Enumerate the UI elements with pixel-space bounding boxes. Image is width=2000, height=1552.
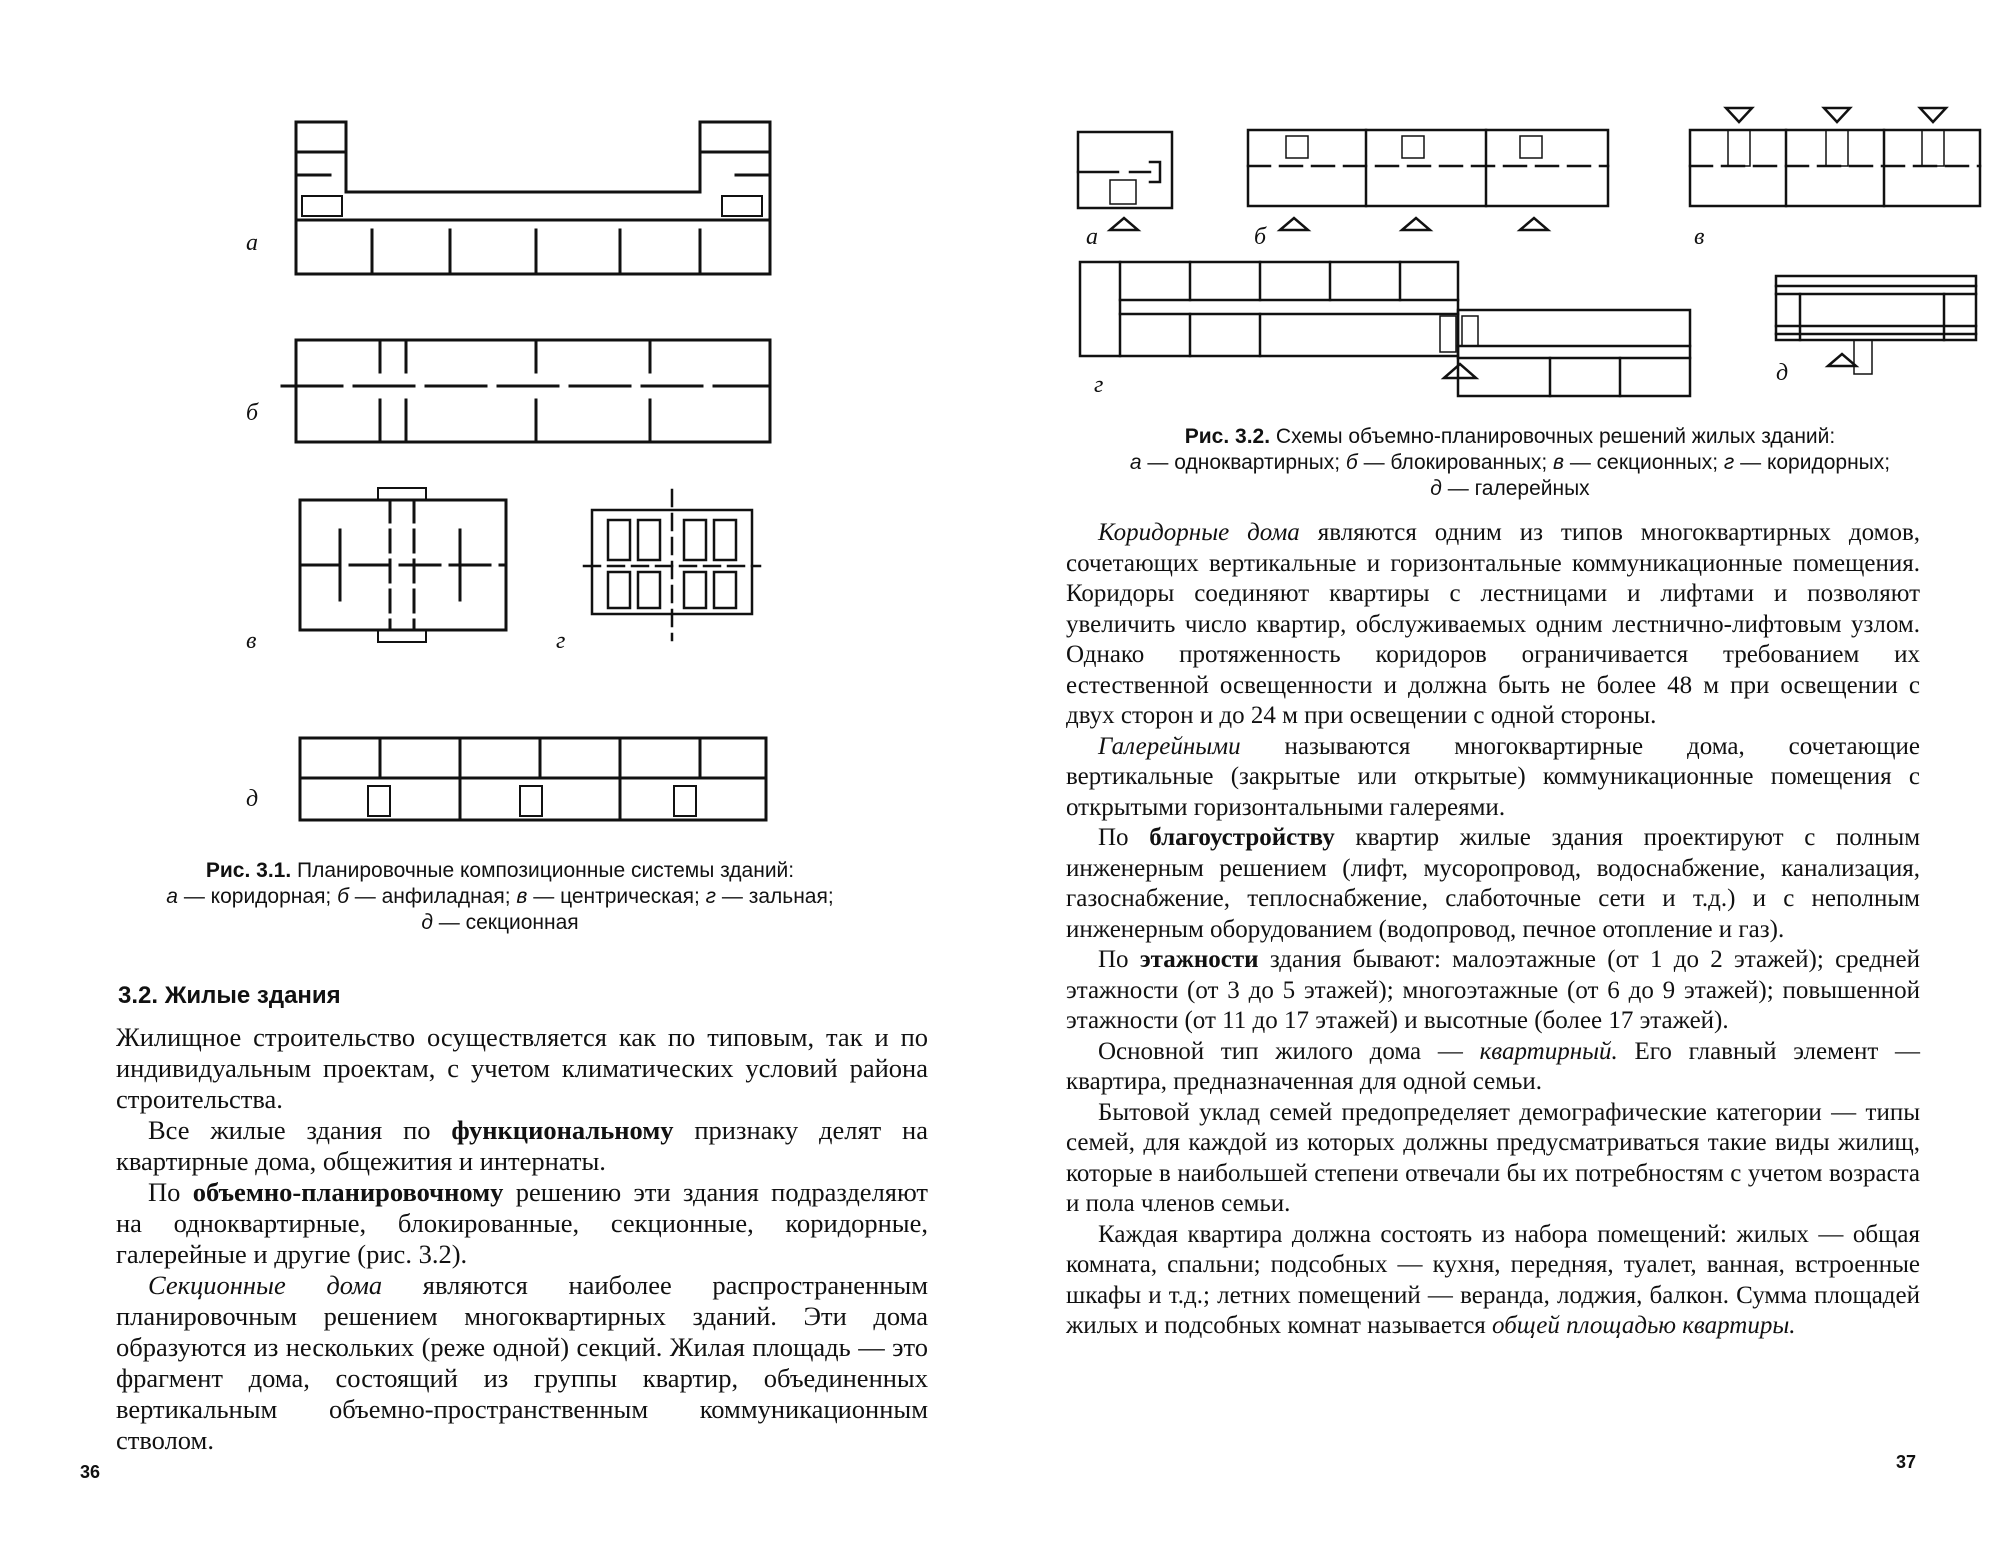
caption2-b-val: — блокированных; [1363, 451, 1548, 474]
left-paragraph-3: По объемно-планировочному решению эти здания подразделяют на одноквартирные, блокированные, секционные, коридорные, галерейные и другие (рис. 3.2). [116, 1177, 929, 1269]
right-paragraph-5: Основной тип жилого дома — квартирный. Его главный элемент — квартира, предназначенная для одной семьи. [1066, 1037, 1921, 1095]
page-number-left: 36 [80, 1462, 101, 1482]
label-g-2: г [1094, 372, 1104, 398]
figure-3-1-caption [130, 858, 870, 936]
caption-g-key: г [705, 885, 717, 908]
label-d-2: д [1776, 360, 1789, 386]
figure-3-1 [0, 0, 1000, 860]
caption-a-val: — коридорная; [183, 885, 332, 908]
right-paragraph-6: Бытовой уклад семей предопределяет демографические категории — типы семей, для каждой из которых должны предусматриваться такие виды жилищ, которые в наибольшей степени отвечали бы их потребностям с учетом возраста и пола членов семьи. [1066, 1098, 1920, 1217]
caption2-b-key: б [1345, 451, 1358, 474]
label-v-2: в [1694, 224, 1705, 250]
scheme-v-sectional [1690, 108, 1980, 206]
left-body-text [116, 1022, 928, 1456]
caption-title: Планировочные композиционные системы зданий: [297, 859, 795, 882]
plan-b-enfilade [282, 340, 770, 442]
caption-b-key: б [337, 885, 349, 908]
caption2-d-key: д [1430, 477, 1442, 500]
plan-a-corridor [296, 122, 770, 274]
label-d: д [246, 786, 259, 812]
left-paragraph-4: Секционные дома являются наиболее распространенным планировочным решением многоквартирных зданий. Эти дома образуются из нескольких (реже одной) секций. Жилая площадь — это фрагмент дома, состоящий из группы квартир, объединенных вертикальным объемно-пространственным коммуникационным стволом. [116, 1270, 929, 1455]
right-paragraph-4: По этажности здания бывают: малоэтажные (от 1 до 2 этажей); средней этажности (от 3 до 5 этажей); многоэтажные (от 6 до 9 этажей); повышенной этажности (от 11 до 17 этажей) и высотные (более 17 этажей). [1066, 946, 1921, 1034]
caption-d-key: д [421, 911, 433, 934]
label-v: в [246, 628, 257, 654]
label-a: а [246, 230, 258, 256]
plan-v-centric [300, 488, 506, 642]
page-number-right: 37 [1896, 1452, 1917, 1472]
caption-v-key: в [516, 885, 528, 908]
label-b-2: б [1254, 224, 1267, 250]
figure-3-2 [1000, 0, 2000, 420]
caption-g-val: — зальная; [721, 885, 834, 908]
right-page [1000, 0, 2000, 1552]
plan-d-sectional [300, 738, 766, 820]
section-heading: 3.2. Жилые здания [118, 982, 341, 1009]
scheme-a-single-family [1078, 132, 1172, 230]
plan-g-hall [584, 490, 760, 640]
caption-d-val: — секционная [438, 911, 579, 934]
label-a-2: а [1086, 224, 1098, 250]
caption-b-val: — анфиладная; [354, 885, 511, 908]
caption-a-key: а [166, 885, 178, 908]
left-paragraph-2: Все жилые здания по функциональному признаку делят на квартирные дома, общежития и интернаты. [116, 1115, 928, 1176]
scheme-b-terraced [1248, 130, 1608, 230]
label-g: г [556, 628, 566, 654]
right-paragraph-2: Галерейными называются многоквартирные дома, сочетающие вертикальные (закрытые или открытые) коммуникационные помещения с открытыми горизонтальными галереями. [1066, 732, 1920, 821]
scheme-g-corridor [1080, 262, 1690, 396]
caption2-d-val: — галерейных [1447, 477, 1590, 500]
caption2-g-val: — коридорных; [1740, 451, 1891, 474]
right-body-text [1066, 518, 1920, 1342]
caption2-number: Рис. 3.2. [1184, 425, 1271, 448]
caption2-g-key: г [1723, 451, 1735, 474]
caption-number: Рис. 3.1. [205, 859, 292, 882]
left-paragraph-1: Жилищное строительство осуществляется как по типовым, так и по индивидуальным проектам, с учетом климатических условий района строительства. [116, 1022, 928, 1114]
label-b: б [246, 400, 259, 426]
right-paragraph-1: Коридорные дома являются одним из типов многоквартирных домов, сочетающих вертикальные и горизонтальные коммуникационные помещения. Коридоры соединяют квартиры с лестницами и лифтами и позволяют увеличить число квартир, обслуживаемых одним лестнично-лифтовым узлом. Однако протяженность коридоров ограничивается требованием их естественной освещенности и должна быть не более 48 м при освещении с двух сторон и до 24 м при освещении с одной стороны. [1066, 519, 1921, 729]
caption2-a-val: — одноквартирных; [1147, 451, 1341, 474]
caption2-a-key: а [1129, 451, 1142, 474]
scheme-d-gallery [1776, 276, 1976, 374]
caption2-v-key: в [1553, 451, 1564, 474]
caption2-v-val: — секционных; [1569, 451, 1719, 474]
right-paragraph-7: Каждая квартира должна состоять из набора помещений: жилых — общая комната, спальни; подсобных — кухня, передняя, туалет, ванная, встроенные шкафы и т.д.; летних помещений — веранда, лоджия, балкон. Сумма площадей жилых и подсобных комнат называется общей площадью квартиры. [1066, 1220, 1920, 1339]
figure-3-2-caption [1060, 424, 1960, 502]
right-paragraph-3: По благоустройству квартир жилые здания проектируют с полным инженерным решением (лифт, мусоропровод, водоснабжение, канализация, газоснабжение, теплоснабжение, слаботочные сети и т.д.) и с неполным инженерным оборудованием (водопровод, печное отопление и газ). [1066, 824, 1921, 943]
caption2-title: Схемы объемно-планировочных решений жилых зданий: [1275, 425, 1836, 448]
caption-v-val: — центрическая; [533, 885, 700, 908]
